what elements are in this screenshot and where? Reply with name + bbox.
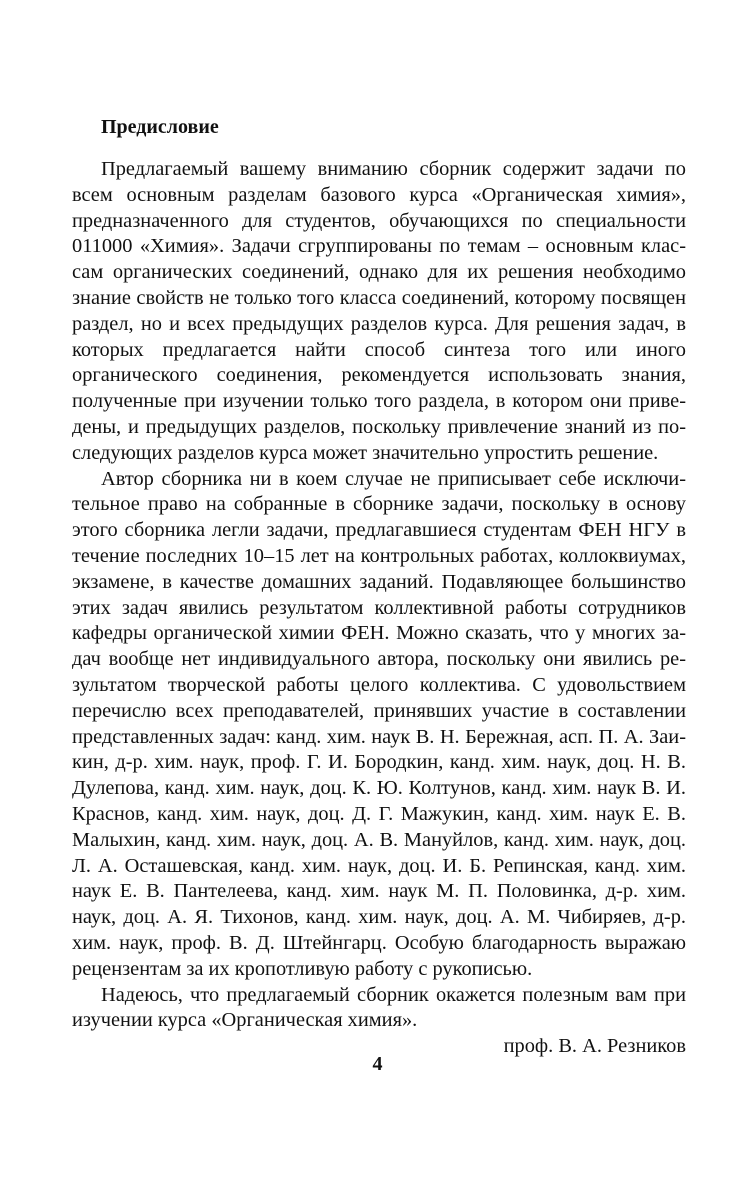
paragraph-1: Предлагаемый вашему вниманию сборник содержит задачи по всем основным разделам базового курса «Органическая химия», предназначенного для студентов, обучающихся по специальности 011000 «Химия». Задачи сгруппированы по темам – основным классам органических соединений, однако для их решения необходимо знание свойств не только того класса соединений, которому посвящен раздел, но и всех предыдущих разделов курса. Для решения задач, в которых предлагается найти способ синтеза того или иного органического соединения, рекомендуется использовать знания, полученные при изучении только того раздела, в котором они приведены, и предыдущих разделов, поскольку привлечение знаний из последующих разделов курса может значительно упростить решение.	[72, 158, 686, 464]
page-number: 4	[372, 1053, 383, 1075]
paragraph-2: Автор сборника ни в коем случае не приписывает себе исключительное право на собранные в сборнике задачи, поскольку в основу этого сборника легли задачи, предлагавшиеся студентам ФЕН НГУ в течение последних 10–15 лет на контрольных работах, коллоквиумах, экзамене, в качестве домашних заданий. Подавляющее большинство этих задач явились результатом коллективной работы сотрудников кафедры органической химии ФЕН. Можно сказать, что у многих задач вообще нет индивидуального автора, поскольку они явились результатом творческой работы целого коллектива. С удовольствием перечислю всех преподавателей, принявших участие в составлении представленных задач: канд. хим. наук В. Н. Бережная, асп. П. А. Заикин, д-р. хим. наук, проф. Г. И. Бородкин, канд. хим. наук, доц. Н. В. Дулепова, канд. хим. наук, доц. К. Ю. Колтунов, канд. хим. наук В. И. Краснов, канд. хим. наук, доц. Д. Г. Мажукин, канд. хим. наук Е. В. Малыхин, канд. хим. наук, доц. А. В. Мануйлов, канд. хим. наук, доц. Л. А. Осташевская, канд. хим. наук, доц. И. Б. Репинская, канд. хим. наук Е. В. Пантелеева, канд. хим. наук М. П. Половинка, д-р. хим. наук, доц. А. Я. Тихонов, канд. хим. наук, доц. А. М. Чибиряев, д-р. хим. наук, проф. В. Д. Штейнгарц. Особую благодарность выражаю рецензентам за их кропотливую работу с рукописью.	[72, 467, 686, 980]
body-text	[72, 157, 686, 1060]
author-signature: проф. В. А. Резников	[503, 1035, 686, 1058]
paragraph-3: Надеюсь, что предлагаемый сборник окажется полезным вам при изучении курса «Органическая химия».	[72, 983, 686, 1032]
section-heading: Предисловие	[101, 116, 219, 138]
